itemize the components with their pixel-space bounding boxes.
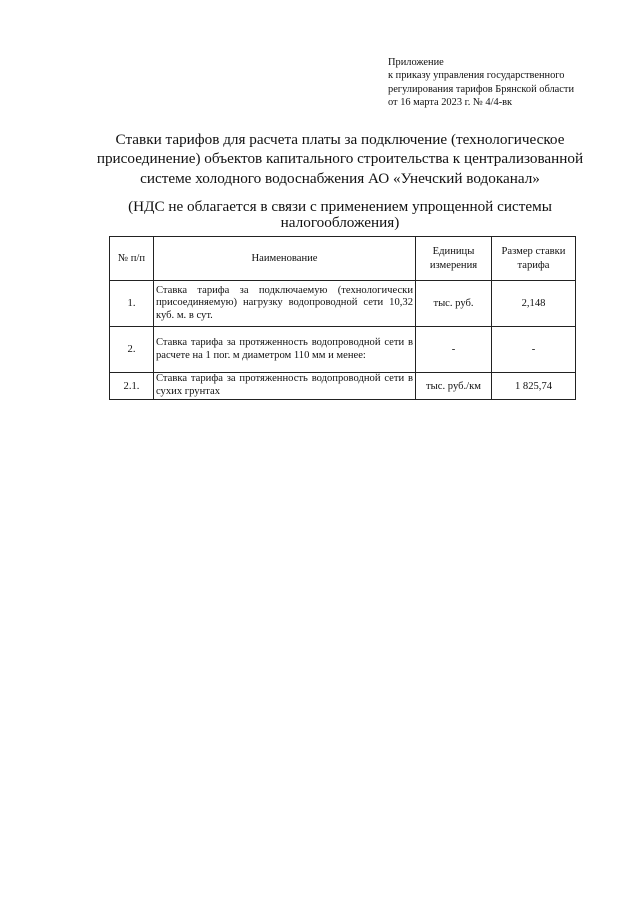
cell-num: 2.1. xyxy=(110,373,154,400)
appendix-line: к приказу управления государственного xyxy=(388,70,565,82)
cell-unit: - xyxy=(416,327,492,373)
cell-name: Ставка тарифа за протяженность водопроводной сети в сухих грунтах xyxy=(154,373,416,400)
cell-name: Ставка тарифа за протяженность водопроводной сети в расчете на 1 пог. м диаметром 110 мм и менее: xyxy=(154,327,416,373)
appendix-header xyxy=(388,56,628,110)
table-row xyxy=(110,281,576,327)
header-num: № п/п xyxy=(110,237,154,281)
table-header-row xyxy=(110,237,576,281)
appendix-line: от 16 марта 2023 г. № 4/4-вк xyxy=(388,97,513,109)
title-line: Ставки тарифов для расчета платы за подключение (технологическое xyxy=(115,131,565,148)
header-unit: Единицы измерения xyxy=(416,237,492,281)
document-title xyxy=(80,130,600,188)
cell-size: 2,148 xyxy=(492,281,576,327)
cell-unit: тыс. руб./км xyxy=(416,373,492,400)
tariff-table xyxy=(109,236,576,400)
vat-note-line: налогообложения) xyxy=(280,214,400,231)
title-line: системе холодного водоснабжения АО «Унечский водоканал» xyxy=(140,169,540,187)
vat-note-line: (НДС не облагается в связи с применением упрощенной системы xyxy=(128,198,552,215)
vat-note xyxy=(80,199,600,231)
table-row xyxy=(110,327,576,373)
cell-unit: тыс. руб. xyxy=(416,281,492,327)
header-size: Размер ставки тарифа xyxy=(492,237,576,281)
cell-num: 2. xyxy=(110,327,154,373)
cell-name: Ставка тарифа за подключаемую (технологически присоединяемую) нагрузку водопроводной сети 10,32 куб. м. в сут. xyxy=(154,281,416,327)
cell-size: - xyxy=(492,327,576,373)
cell-num: 1. xyxy=(110,281,154,327)
table-row xyxy=(110,373,576,400)
cell-size: 1 825,74 xyxy=(492,373,576,400)
title-line: присоединение) объектов капитального строительства к централизованной xyxy=(96,150,584,168)
header-name: Наименование xyxy=(154,237,416,281)
appendix-line: регулирования тарифов Брянской области xyxy=(388,83,575,95)
appendix-line: Приложение xyxy=(388,57,444,68)
